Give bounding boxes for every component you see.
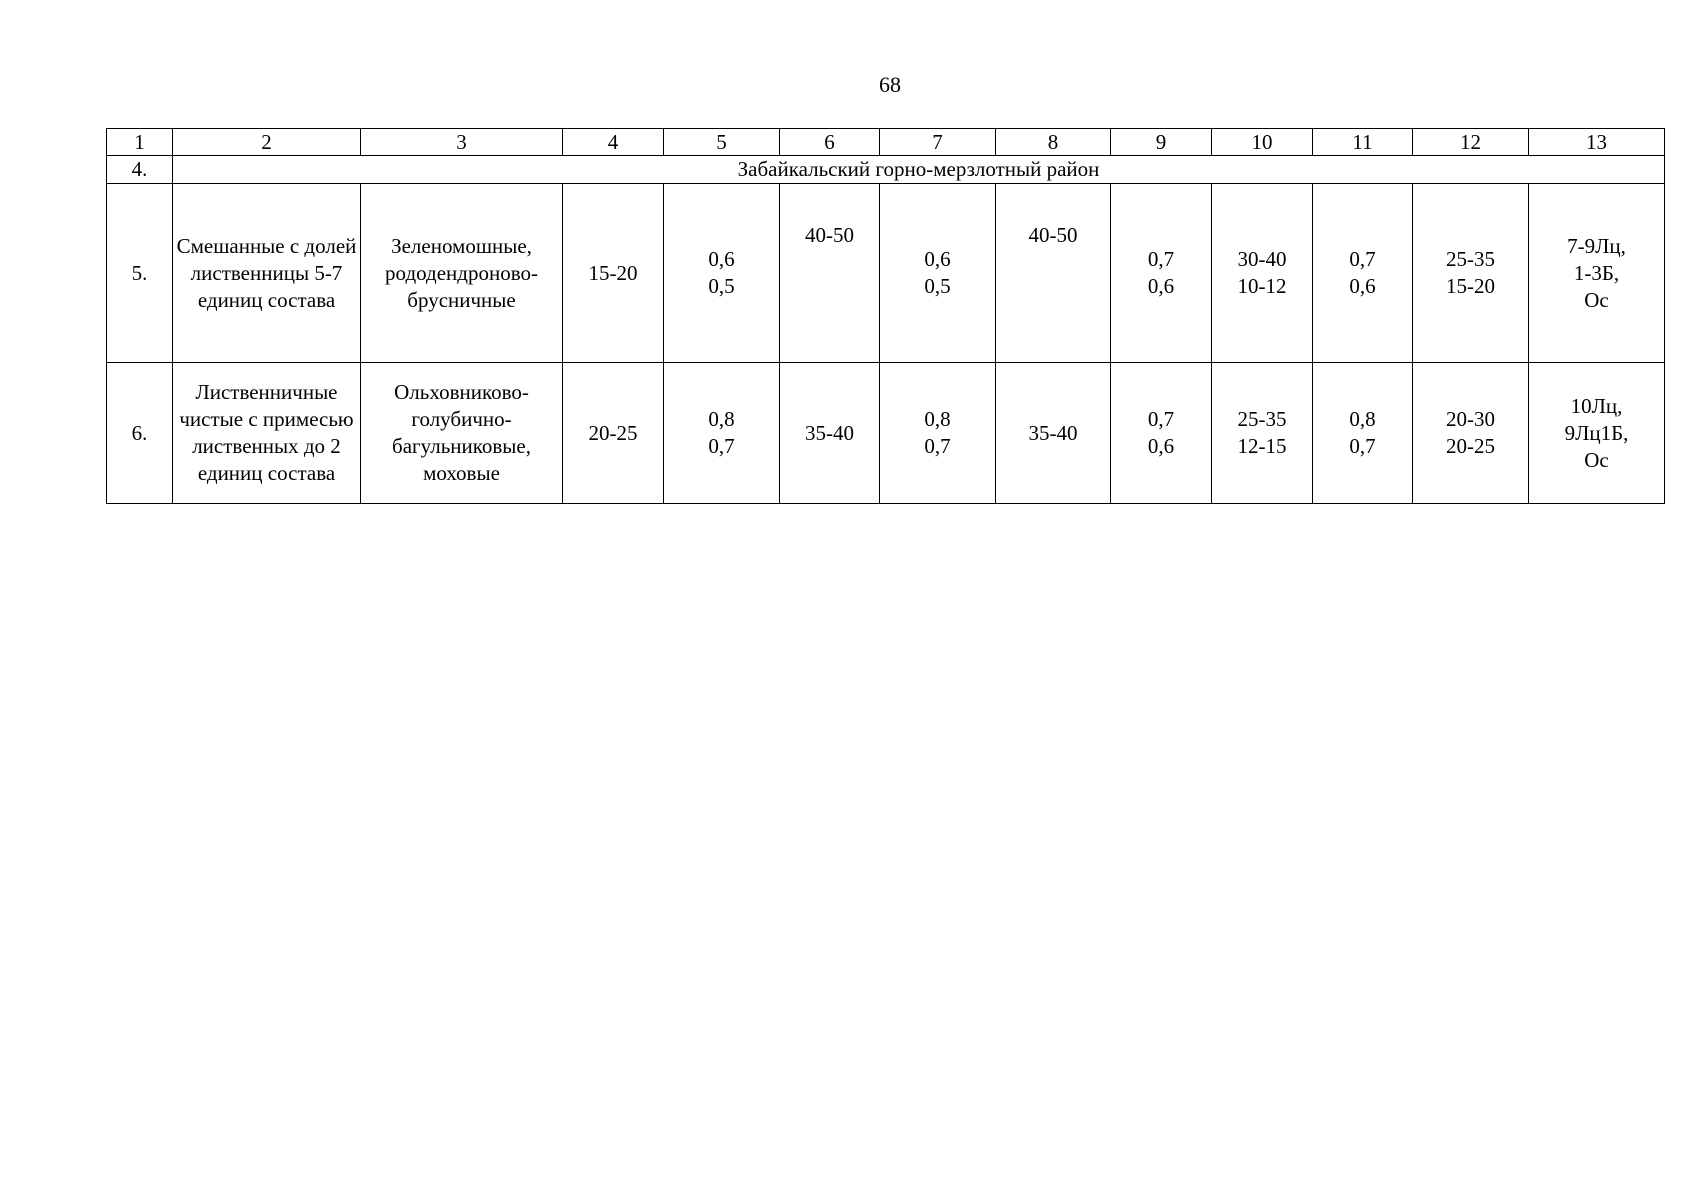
- table-cell: 7-9Лц, 1-3Б, Ос: [1529, 184, 1665, 363]
- region-row: [107, 156, 1665, 184]
- table-cell: 0,6 0,5: [880, 184, 996, 363]
- table-cell: Зеленомошные, рододендроново-брусничные: [361, 184, 563, 363]
- table-cell: 0,8 0,7: [1313, 363, 1413, 504]
- table-cell: 35-40: [780, 363, 880, 504]
- table-cell: 30-40 10-12: [1212, 184, 1313, 363]
- column-header: 12: [1413, 129, 1529, 156]
- region-title: Забайкальский горно-мерзлотный район: [173, 156, 1665, 184]
- table-cell: 40-50: [780, 184, 880, 363]
- table-cell: 0,7 0,6: [1111, 184, 1212, 363]
- column-header: 9: [1111, 129, 1212, 156]
- table-cell: 20-25: [563, 363, 664, 504]
- table-cell: 20-30 20-25: [1413, 363, 1529, 504]
- row-index: 5.: [107, 184, 173, 363]
- column-number-row: [107, 129, 1665, 156]
- data-table: [106, 128, 1665, 504]
- column-header: 8: [996, 129, 1111, 156]
- table-cell: Лиственничные чистые с примесью лиственных до 2 единиц состава: [173, 363, 361, 504]
- column-header: 5: [664, 129, 780, 156]
- table-cell: 0,7 0,6: [1111, 363, 1212, 504]
- table-cell: 0,8 0,7: [664, 363, 780, 504]
- page-number: 68: [879, 72, 901, 97]
- column-header: 13: [1529, 129, 1665, 156]
- table-cell: 15-20: [563, 184, 664, 363]
- row-index: 6.: [107, 363, 173, 504]
- column-header: 4: [563, 129, 664, 156]
- table-cell: 0,6 0,5: [664, 184, 780, 363]
- table-cell: 40-50: [996, 184, 1111, 363]
- table-cell: 0,7 0,6: [1313, 184, 1413, 363]
- column-header: 7: [880, 129, 996, 156]
- table-cell: Смешанные с долей лиственницы 5-7 единиц состава: [173, 184, 361, 363]
- column-header: 6: [780, 129, 880, 156]
- table-row: [107, 363, 1665, 504]
- table-cell: 0,8 0,7: [880, 363, 996, 504]
- table-cell: 25-35 12-15: [1212, 363, 1313, 504]
- column-header: 3: [361, 129, 563, 156]
- table-row: [107, 184, 1665, 363]
- row-index: 4.: [107, 156, 173, 184]
- table-cell: 10Лц, 9Лц1Б, Ос: [1529, 363, 1665, 504]
- column-header: 2: [173, 129, 361, 156]
- column-header: 1: [107, 129, 173, 156]
- table-cell: 35-40: [996, 363, 1111, 504]
- column-header: 10: [1212, 129, 1313, 156]
- table-cell: 25-35 15-20: [1413, 184, 1529, 363]
- table-cell: Ольховниково-голубично-багульниковые, моховые: [361, 363, 563, 504]
- column-header: 11: [1313, 129, 1413, 156]
